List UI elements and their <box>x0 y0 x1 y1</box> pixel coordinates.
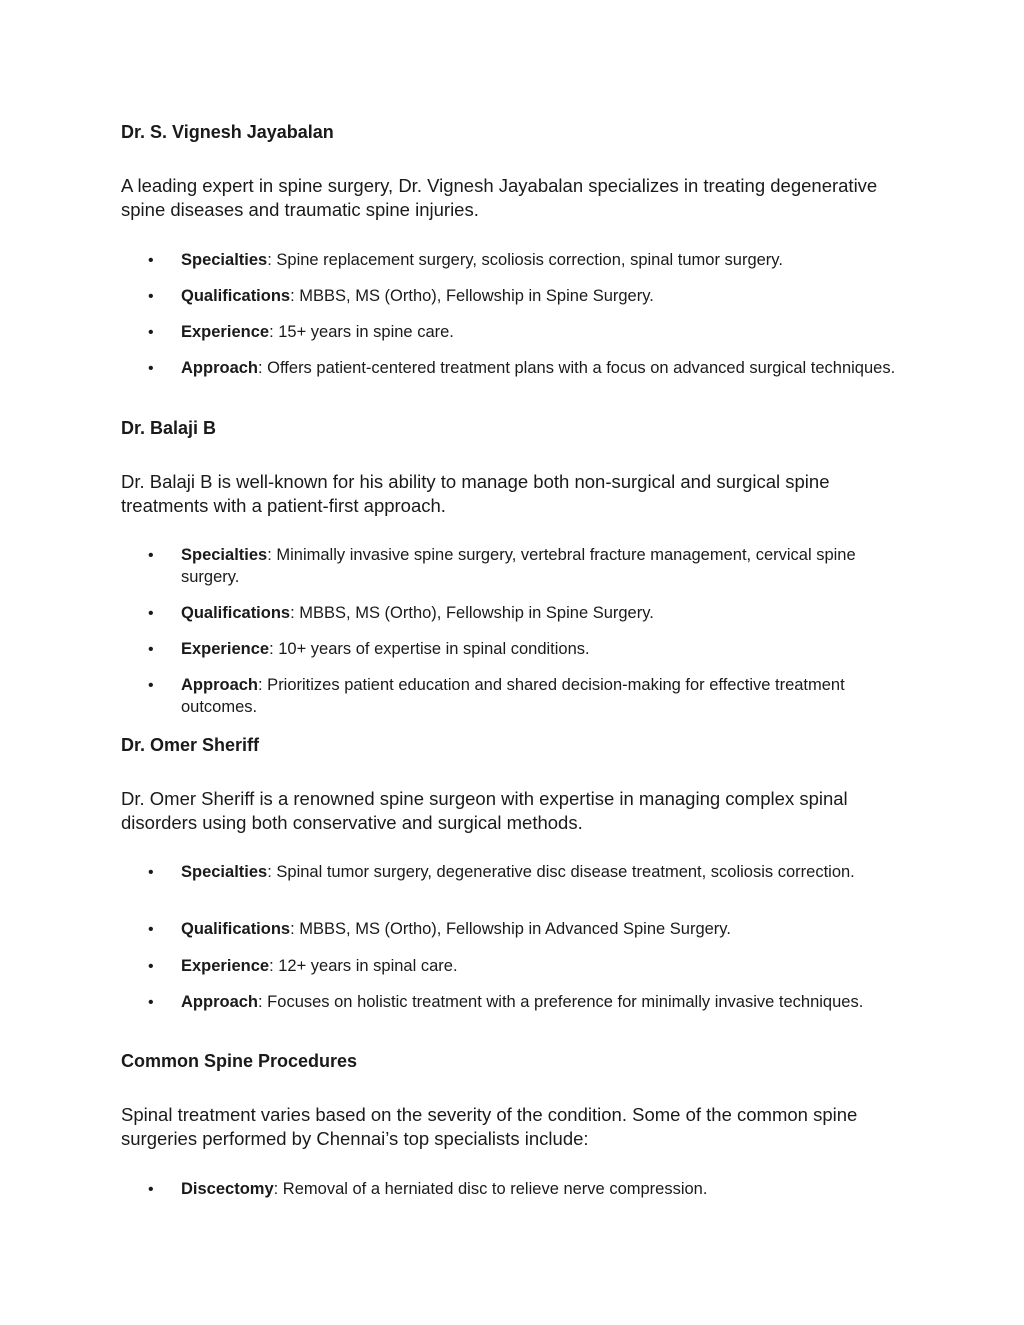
detail-text: : 10+ years of expertise in spinal conditions. <box>269 640 590 658</box>
bullet-icon: • <box>148 921 154 938</box>
procedure-term: Discectomy <box>181 1180 274 1198</box>
detail-term: Approach <box>181 676 259 694</box>
detail-term: Qualifications <box>181 604 291 622</box>
detail-term: Approach <box>181 993 259 1011</box>
detail-text: : MBBS, MS (Ortho), Fellowship in Spine Surgery. <box>290 287 654 305</box>
detail-term: Experience <box>181 640 270 658</box>
bullet-icon: • <box>148 288 154 305</box>
bullet-icon: • <box>148 1181 154 1198</box>
detail-text: : MBBS, MS (Ortho), Fellowship in Advanced Spine Surgery. <box>290 920 731 938</box>
detail-text: : Offers patient-centered treatment plans with a focus on advanced surgical techniques. <box>258 359 896 377</box>
bullet-icon: • <box>148 677 154 694</box>
detail-term: Specialties <box>181 251 268 269</box>
doctor-name-heading: Dr. Omer Sheriff <box>121 735 260 755</box>
bullet-icon: • <box>148 360 154 377</box>
detail-text: : Focuses on holistic treatment with a preference for minimally invasive techniques. <box>258 993 864 1011</box>
procedures-intro-paragraph: Spinal treatment varies based on the severity of the condition. Some of the common spine surgeries performed by Chennai’s top specialists include: <box>121 1104 858 1149</box>
detail-text: : Prioritizes patient education and shared decision-making for effective treatment outcomes. <box>181 676 845 716</box>
detail-term: Specialties <box>181 863 268 881</box>
bullet-icon: • <box>148 605 154 622</box>
bullet-icon: • <box>148 252 154 269</box>
doctor-intro-paragraph: Dr. Omer Sheriff is a renowned spine surgeon with expertise in managing complex spinal disorders using both conservative and surgical methods. <box>121 788 848 833</box>
procedures-heading: Common Spine Procedures <box>121 1051 358 1071</box>
doctor-intro-paragraph: Dr. Balaji B is well-known for his ability to manage both non-surgical and surgical spine treatments with a patient-first approach. <box>121 471 830 516</box>
detail-term: Experience <box>181 957 270 975</box>
bullet-icon: • <box>148 547 154 564</box>
detail-text: : MBBS, MS (Ortho), Fellowship in Spine Surgery. <box>290 604 654 622</box>
bullet-icon: • <box>148 994 154 1011</box>
detail-term: Qualifications <box>181 920 291 938</box>
detail-term: Experience <box>181 323 270 341</box>
detail-term: Qualifications <box>181 287 291 305</box>
detail-text: : Spine replacement surgery, scoliosis correction, spinal tumor surgery. <box>267 251 783 269</box>
doctor-name-heading: Dr. Balaji B <box>121 418 217 438</box>
detail-text: : 12+ years in spinal care. <box>269 957 458 975</box>
bullet-icon: • <box>148 324 154 341</box>
bullet-icon: • <box>148 864 154 881</box>
procedure-text: : Removal of a herniated disc to relieve nerve compression. <box>273 1180 708 1198</box>
doctor-intro-paragraph: A leading expert in spine surgery, Dr. Vignesh Jayabalan specializes in treating degenerative spine diseases and traumatic spine injuries. <box>121 175 878 220</box>
bullet-icon: • <box>148 641 154 658</box>
detail-term: Specialties <box>181 546 268 564</box>
detail-text: : 15+ years in spine care. <box>269 323 454 341</box>
detail-term: Approach <box>181 359 259 377</box>
bullet-icon: • <box>148 958 154 975</box>
detail-text: : Minimally invasive spine surgery, vertebral fracture management, cervical spine surgery. <box>181 546 856 586</box>
detail-text: : Spinal tumor surgery, degenerative disc disease treatment, scoliosis correction. <box>267 863 855 881</box>
doctor-name-heading: Dr. S. Vignesh Jayabalan <box>121 122 334 142</box>
